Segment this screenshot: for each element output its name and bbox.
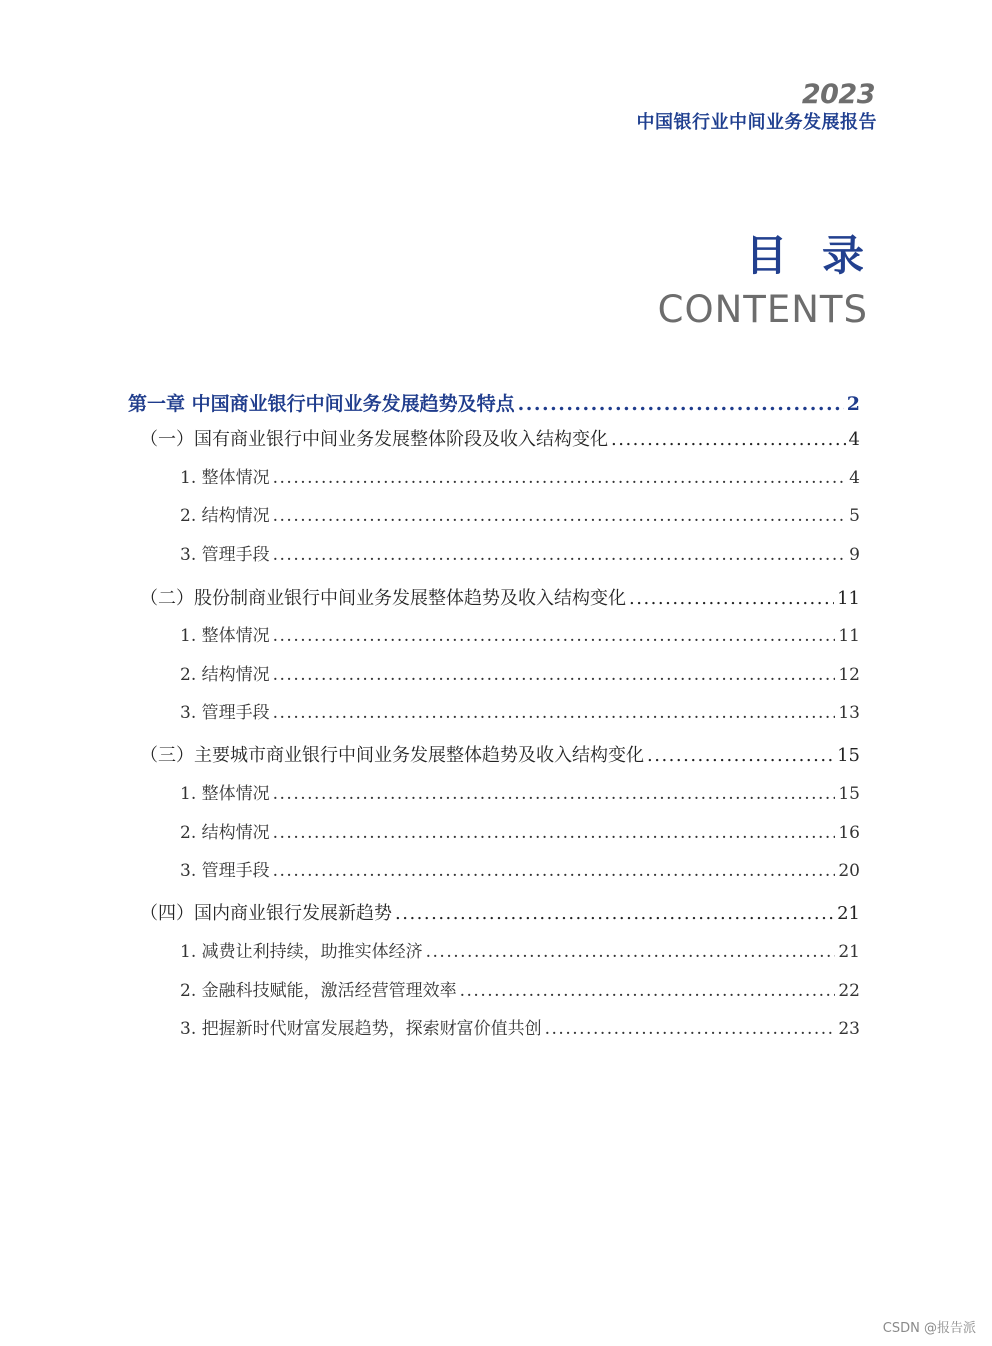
toc-title: 目 录 — [745, 231, 874, 280]
toc-entry-label: 2. 结构情况 — [180, 665, 270, 685]
toc-entry-label: 1. 整体情况 — [180, 468, 270, 488]
dot-leader — [273, 859, 836, 883]
dot-leader — [545, 1017, 836, 1041]
toc-entry-label: （一）国有商业银行中间业务发展整体阶段及收入结构变化 — [140, 429, 608, 450]
toc-entry-page: 15 — [838, 784, 860, 804]
toc-section-4[interactable] — [140, 901, 860, 927]
toc-entry-label: 3. 把握新时代财富发展趋势，探索财富价值共创 — [180, 1019, 542, 1039]
toc-entry-label: 2. 金融科技赋能，激活经营管理效率 — [180, 981, 457, 1001]
toc-item[interactable] — [180, 663, 860, 687]
toc-chapter-1[interactable] — [128, 390, 860, 418]
toc-entry-page: 9 — [849, 545, 860, 565]
toc-entry-page: 5 — [849, 506, 860, 526]
dot-leader — [273, 624, 836, 648]
dot-leader — [460, 979, 836, 1003]
toc-entry-page: 21 — [837, 903, 860, 924]
dot-leader — [518, 390, 844, 418]
dot-leader — [611, 427, 846, 453]
dot-leader — [629, 586, 834, 612]
toc-entry-page: 23 — [838, 1019, 860, 1039]
toc-entry-label: （二）股份制商业银行中间业务发展整体趋势及收入结构变化 — [140, 588, 626, 609]
toc-entry-label: 3. 管理手段 — [180, 703, 270, 723]
toc-entry-page: 2 — [846, 393, 860, 415]
dot-leader — [273, 782, 836, 806]
toc-entry-label: 第一章 中国商业银行中间业务发展趋势及特点 — [128, 393, 515, 415]
toc-entry-label: （四）国内商业银行发展新趋势 — [140, 903, 392, 924]
header-report-title: 中国银行业中间业务发展报告 — [636, 112, 877, 133]
toc-entry-page: 11 — [837, 588, 860, 609]
dot-leader — [273, 701, 836, 725]
toc-subtitle: CONTENTS — [657, 288, 868, 331]
toc-item[interactable] — [180, 504, 860, 528]
toc-entry-label: （三）主要城市商业银行中间业务发展整体趋势及收入结构变化 — [140, 745, 644, 766]
toc-entry-page: 12 — [838, 665, 860, 685]
toc-item[interactable] — [180, 859, 860, 883]
toc-item[interactable] — [180, 701, 860, 725]
toc-entry-label: 1. 减费让利持续，助推实体经济 — [180, 942, 423, 962]
toc-entry-label: 2. 结构情况 — [180, 506, 270, 526]
toc-entry-label: 1. 整体情况 — [180, 626, 270, 646]
toc-item[interactable] — [180, 624, 860, 648]
dot-leader — [426, 940, 836, 964]
toc-entry-label: 1. 整体情况 — [180, 784, 270, 804]
dot-leader — [273, 504, 847, 528]
toc-item[interactable] — [180, 466, 860, 490]
dot-leader — [273, 466, 847, 490]
header-year: 2023 — [801, 79, 875, 110]
toc-entry-page: 16 — [838, 823, 860, 843]
toc-item[interactable] — [180, 979, 860, 1003]
dot-leader — [273, 543, 847, 567]
toc-entry-page: 20 — [838, 861, 860, 881]
toc-entry-label: 3. 管理手段 — [180, 861, 270, 881]
toc-item[interactable] — [180, 1017, 860, 1041]
toc-entry-page: 22 — [838, 981, 860, 1001]
toc-entry-label: 2. 结构情况 — [180, 823, 270, 843]
toc-item[interactable] — [180, 782, 860, 806]
dot-leader — [647, 743, 834, 769]
toc-item[interactable] — [180, 821, 860, 845]
dot-leader — [395, 901, 834, 927]
toc-entry-page: 21 — [838, 942, 860, 962]
toc-entry-page: 11 — [838, 626, 860, 646]
toc-section-2[interactable] — [140, 586, 860, 612]
toc-entry-page: 15 — [837, 745, 860, 766]
watermark: CSDN @报告派 — [882, 1321, 976, 1336]
toc-entry-label: 3. 管理手段 — [180, 545, 270, 565]
toc-item[interactable] — [180, 940, 860, 964]
toc-section-1[interactable] — [140, 427, 860, 453]
dot-leader — [273, 821, 836, 845]
toc-entry-page: 13 — [838, 703, 860, 723]
toc-item[interactable] — [180, 543, 860, 567]
toc-entry-page: 4 — [848, 429, 860, 450]
toc-section-3[interactable] — [140, 743, 860, 769]
dot-leader — [273, 663, 836, 687]
toc-entry-page: 4 — [849, 468, 860, 488]
